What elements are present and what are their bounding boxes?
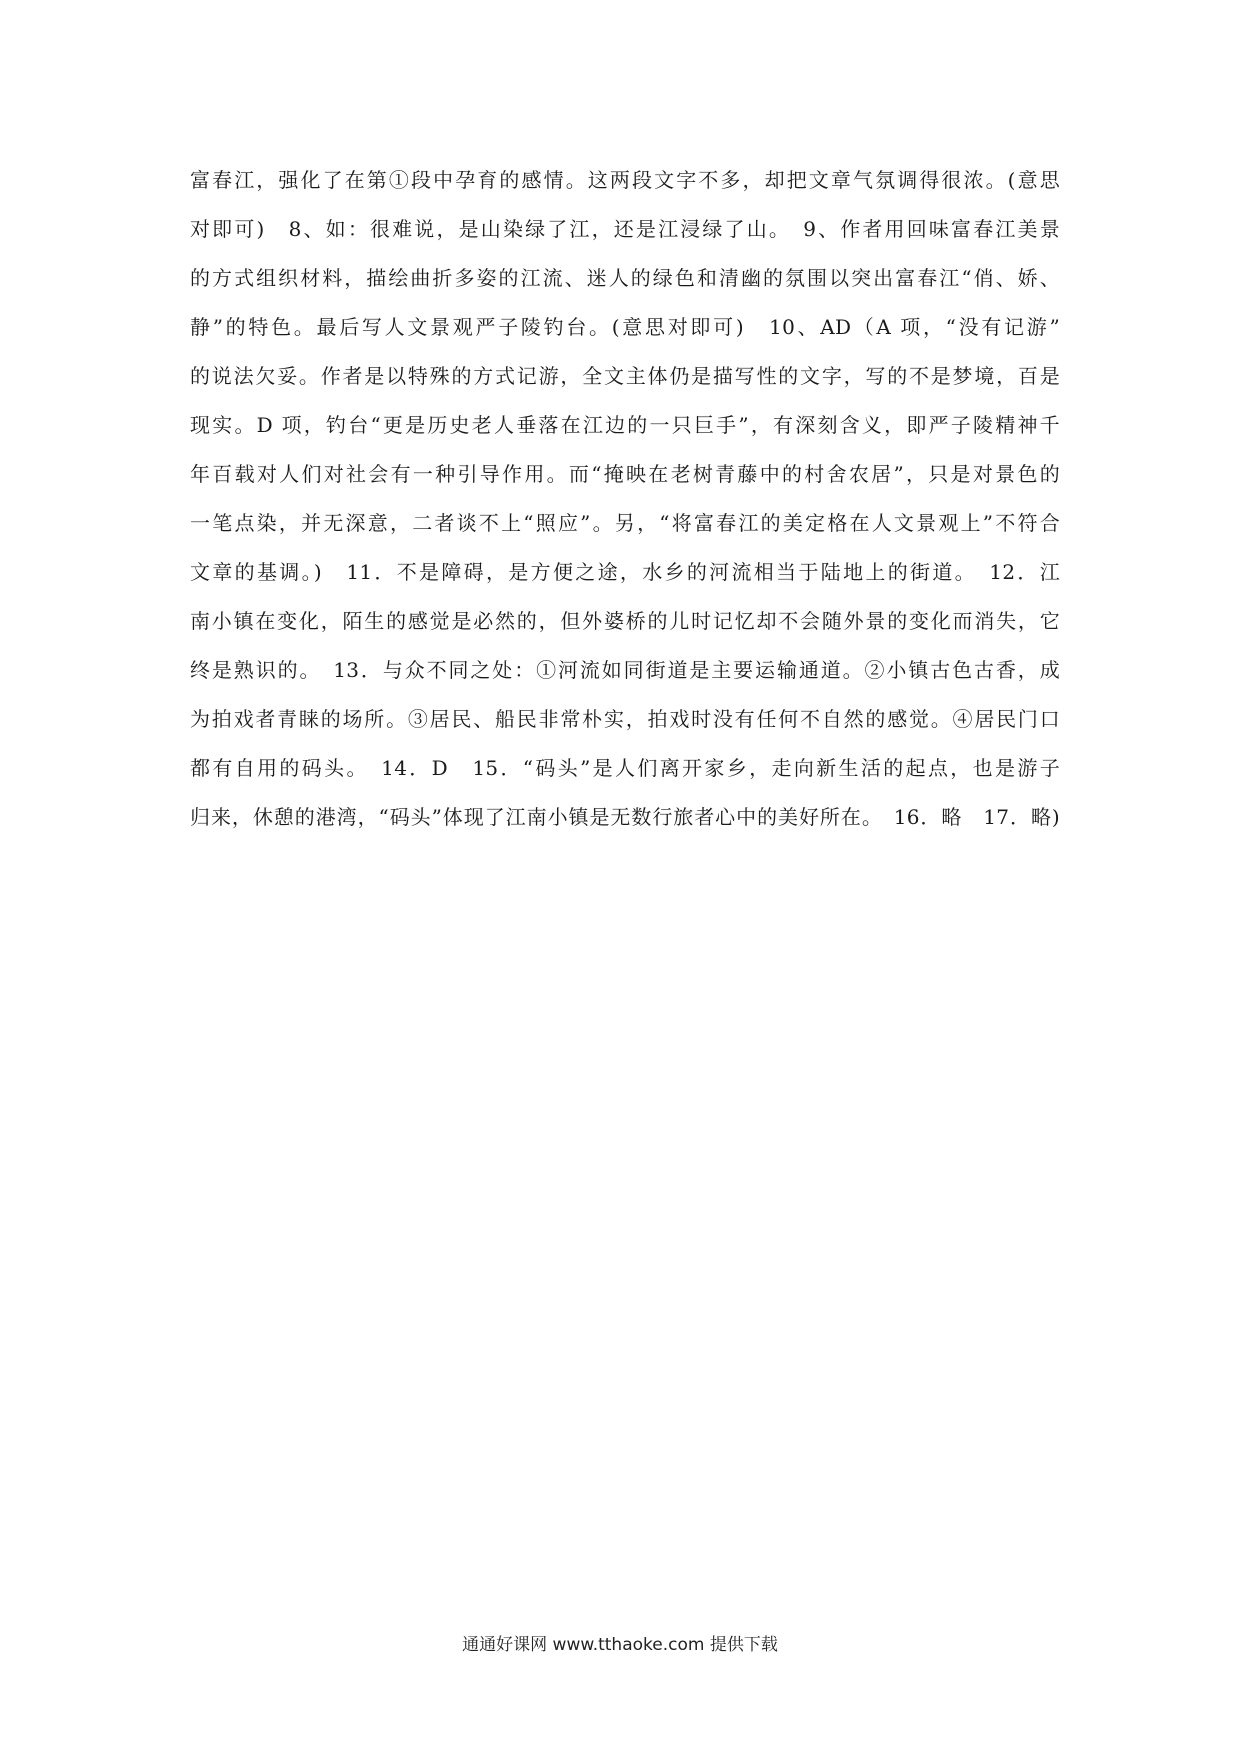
answer-line: 为拍戏者青睐的场所。③居民、船民非常朴实，拍戏时没有任何不自然的感觉。④居民门口: [190, 707, 1060, 731]
answer-line: 一笔点染，并无深意，二者谈不上“照应”。另，“将富春江的美定格在人文景观上”不符合: [190, 511, 1060, 535]
answer-line: 终是熟识的。 13．与众不同之处：①河流如同街道是主要运输通道。②小镇古色古香，成: [190, 658, 1060, 682]
answer-line: 富春江，强化了在第①段中孕育的感情。这两段文字不多，却把文章气氛调得很浓。(意思: [190, 168, 1060, 192]
answer-line: 归来，休憩的港湾，“码头”体现了江南小镇是无数行旅者心中的美好所在。 16．略 17．略): [190, 805, 1060, 829]
answer-line: 静”的特色。最后写人文景观严子陵钓台。(意思对即可) 10、AD（A 项，“没有记游”: [190, 315, 1060, 339]
answer-text-block: [190, 156, 1060, 842]
answer-line: 都有自用的码头。 14．D 15．“码头”是人们离开家乡，走向新生活的起点，也是游子: [190, 756, 1060, 780]
answer-line: 文章的基调。) 11．不是障碍，是方便之途，水乡的河流相当于陆地上的街道。 12．江: [190, 560, 1060, 584]
answer-line: 现实。D 项，钓台“更是历史老人垂落在江边的一只巨手”，有深刻含义，即严子陵精神千: [190, 413, 1060, 437]
answer-line: 的方式组织材料，描绘曲折多姿的江流、迷人的绿色和清幽的氛围以突出富春江“俏、娇、: [190, 266, 1060, 290]
answer-line: 南小镇在变化，陌生的感觉是必然的，但外婆桥的儿时记忆却不会随外景的变化而消失，它: [190, 609, 1060, 633]
answer-line: 年百载对人们对社会有一种引导作用。而“掩映在老树青藤中的村舍农居”，只是对景色的: [190, 462, 1060, 486]
page-footer: 通通好课网 www.tthaoke.com 提供下载: [462, 1635, 778, 1655]
answer-line: 的说法欠妥。作者是以特殊的方式记游，全文主体仍是描写性的文字，写的不是梦境，百是: [190, 364, 1060, 388]
answer-line: 对即可) 8、如：很难说，是山染绿了江，还是江浸绿了山。 9、作者用回味富春江美景: [190, 217, 1060, 241]
